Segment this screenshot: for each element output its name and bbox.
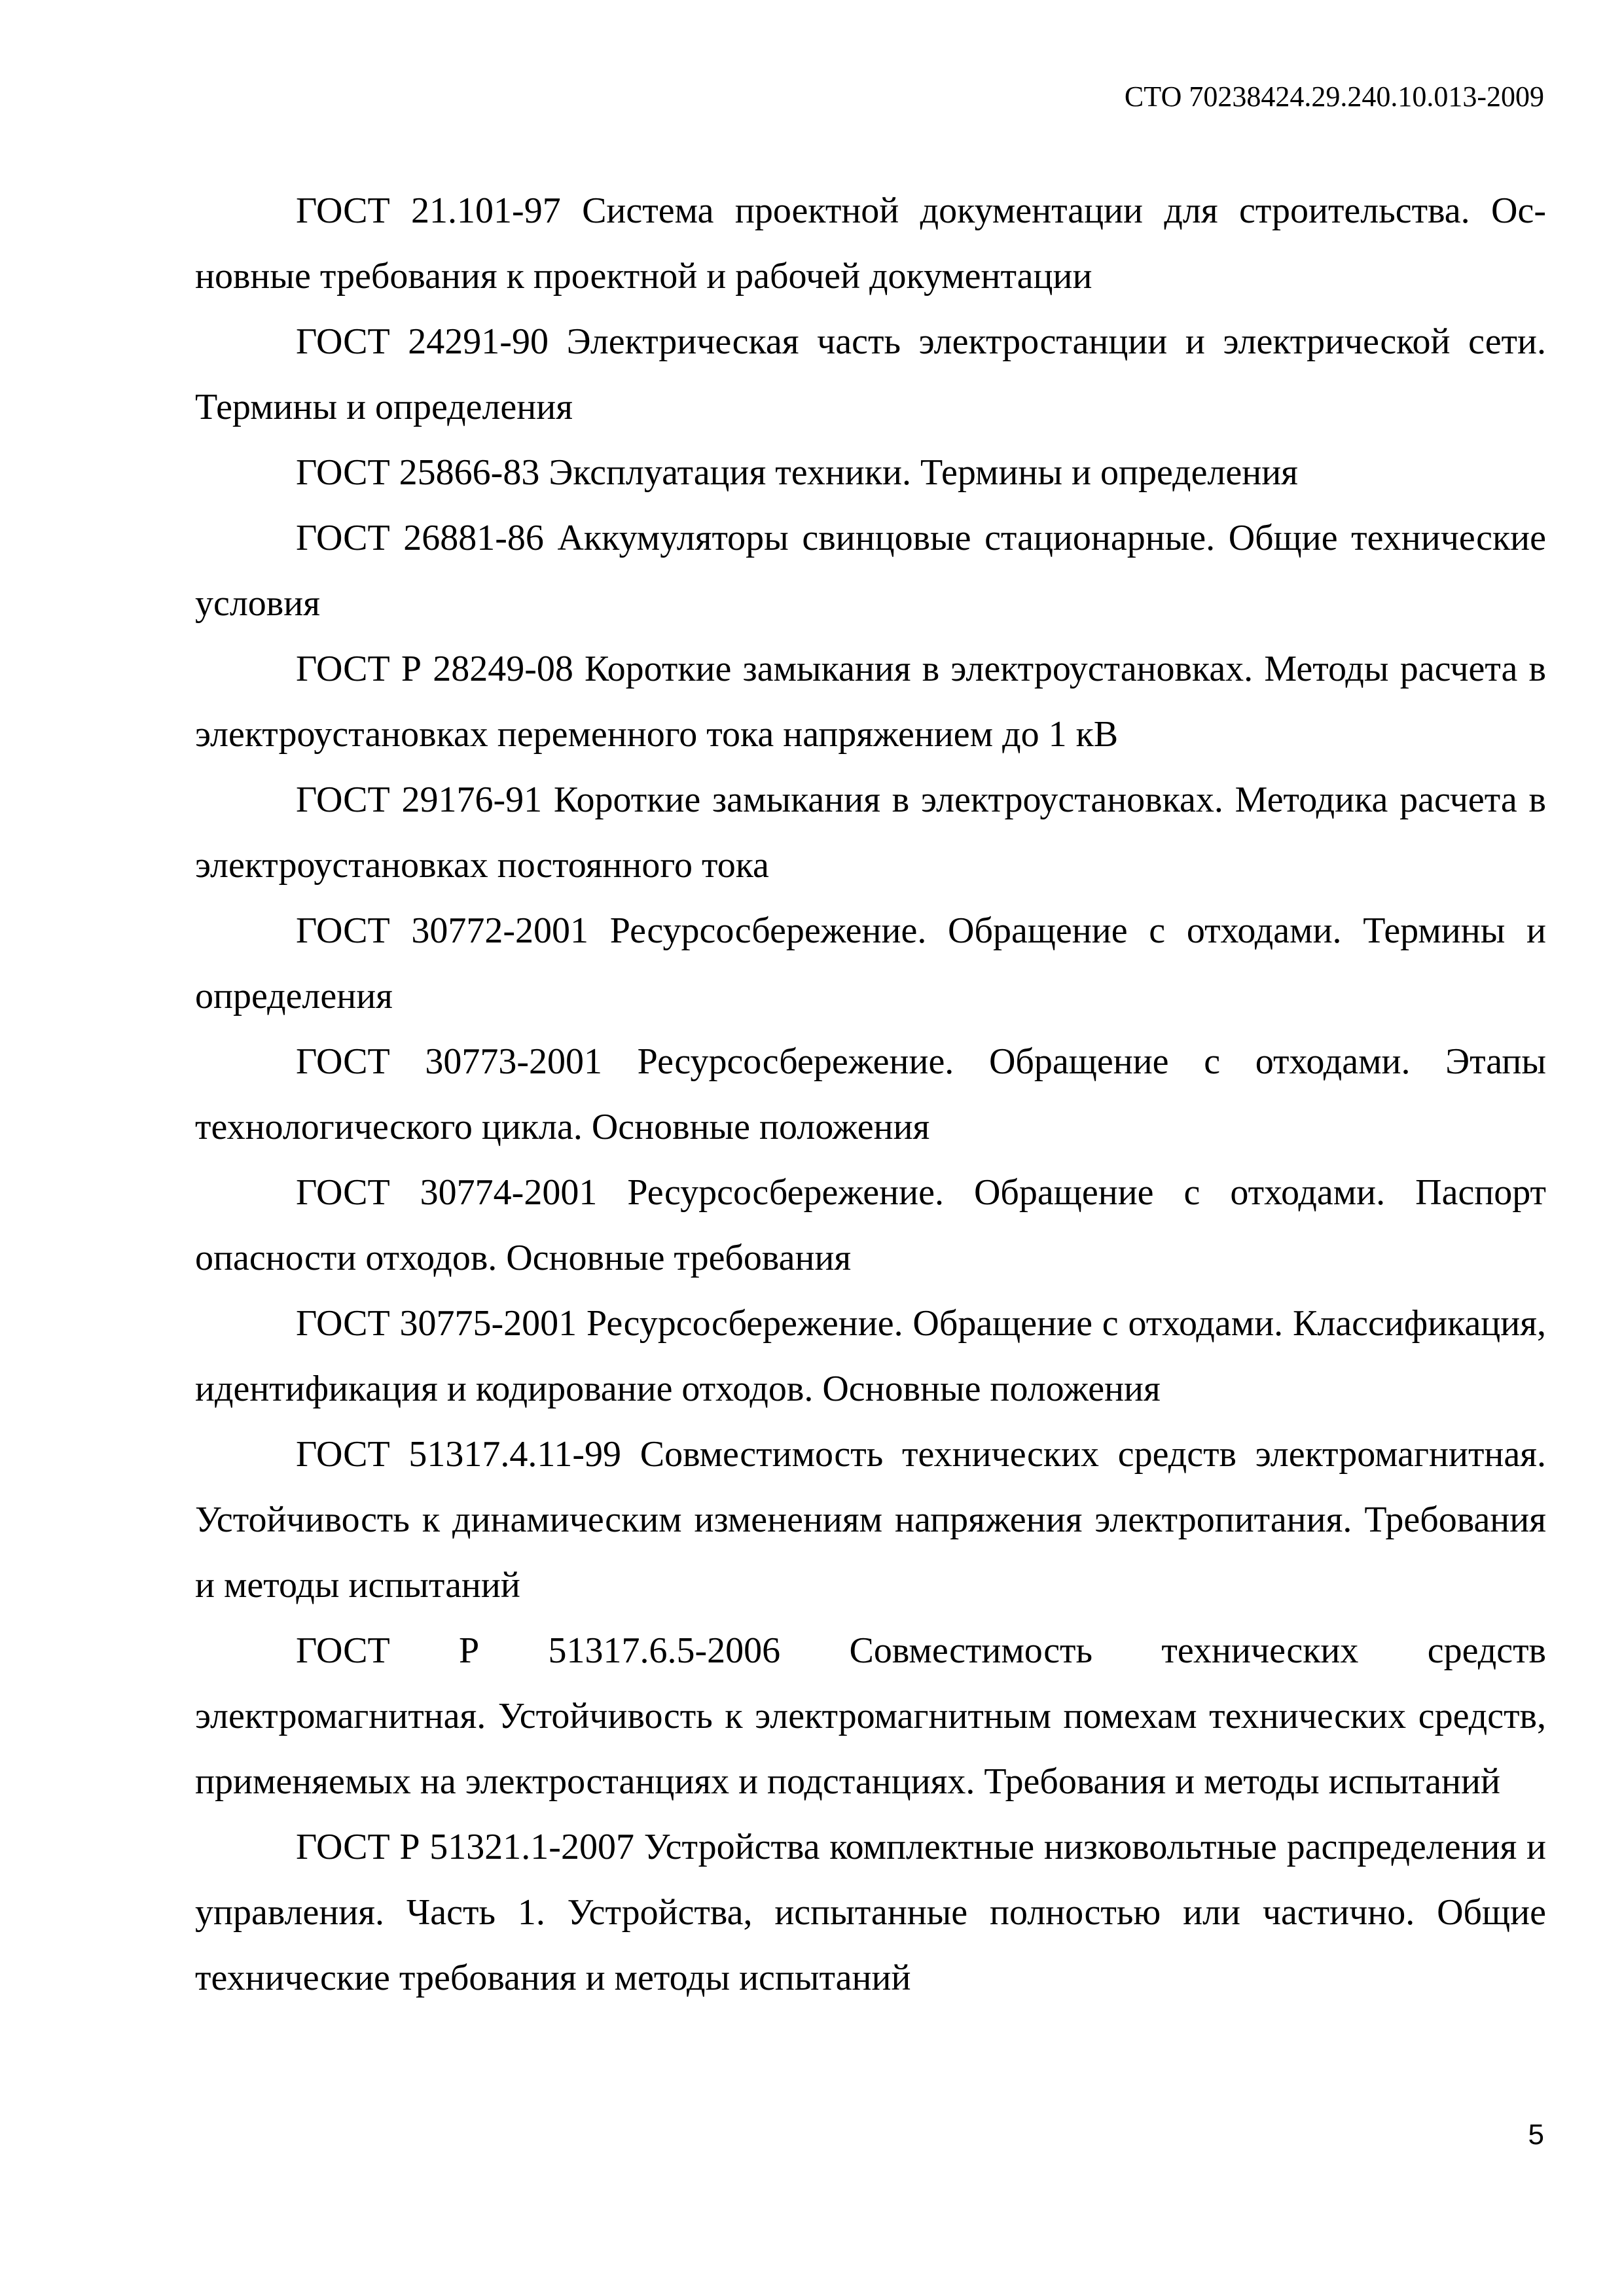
reference-entry-11: ГОСТ 51317.4.11-99 Совместимость технических средств электромагнитная. Устойчивость к динамическим изменениям напряжения электропитания. Требования и методы испытаний bbox=[195, 1434, 1546, 1605]
normative-references-list bbox=[195, 178, 1546, 2011]
reference-entry-12: ГОСТ Р 51317.6.5-2006 Совместимость технических средств электромагнитная. Устойчивость к электромагнитным помехам технических средств, применяемых на электростанциях и подстанциях. Требования и методы испытаний bbox=[195, 1630, 1546, 1802]
reference-entry-3: ГОСТ 25866-83 Эксплуатация техники. Термины и определения bbox=[296, 452, 1298, 493]
reference-entry-1: ГОСТ 21.101-97 Система проектной документации для строительства. Основные требования к проектной и рабочей документации bbox=[195, 190, 1546, 296]
reference-entry-8: ГОСТ 30773-2001 Ресурсосбережение. Обращение с отходами. Этапы технологического цикла. Основные положения bbox=[195, 1041, 1546, 1147]
reference-entry-5: ГОСТ Р 28249-08 Короткие замыкания в электроустановках. Методы расчета в электроустановках переменного тока напряжением до 1 кВ bbox=[195, 649, 1546, 755]
reference-entry-13: ГОСТ Р 51321.1-2007 Устройства комплектные низковольтные распределения и управления. Часть 1. Устройства, испытанные полностью или частично. Общие технические требования и методы испытаний bbox=[195, 1827, 1546, 1998]
reference-entry-2: ГОСТ 24291-90 Электрическая часть электростанции и электрической сети. Термины и определения bbox=[195, 321, 1546, 427]
reference-entry-6: ГОСТ 29176-91 Короткие замыкания в электроустановках. Методика расчета в электроустановках постоянного тока bbox=[195, 780, 1546, 886]
reference-entry-9: ГОСТ 30774-2001 Ресурсосбережение. Обращение с отходами. Паспорт опасности отходов. Основные требования bbox=[195, 1172, 1546, 1278]
reference-entry-7: ГОСТ 30772-2001 Ресурсосбережение. Обращение с отходами. Термины и определения bbox=[195, 910, 1546, 1016]
page-number: 5 bbox=[1528, 2119, 1544, 2151]
reference-entry-10: ГОСТ 30775-2001 Ресурсосбережение. Обращение с отходами. Классификация, идентификация и кодирование отходов. Основные положения bbox=[195, 1303, 1546, 1409]
reference-entry-4: ГОСТ 26881-86 Аккумуляторы свинцовые стационарные. Общие технические условия bbox=[195, 518, 1546, 624]
document-code-header: СТО 70238424.29.240.10.013-2009 bbox=[1124, 81, 1544, 113]
